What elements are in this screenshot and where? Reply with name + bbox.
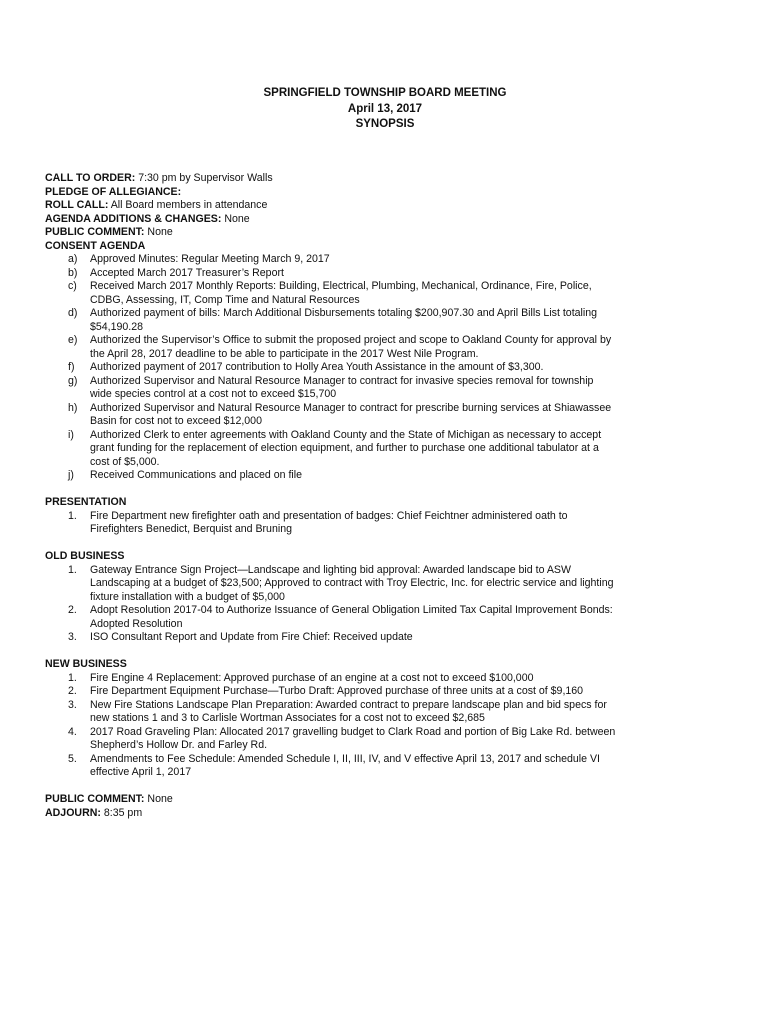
list-item-marker: 3. [68, 698, 77, 711]
list-item-line: Adopted Resolution [90, 617, 183, 630]
list-item-text [90, 361, 725, 375]
roll-call [45, 199, 725, 213]
list-item-marker: i) [68, 428, 74, 441]
list-item-line: effective April 1, 2017 [90, 766, 192, 778]
list-item-text [90, 564, 725, 605]
list-item-line: Authorized Clerk to enter agreements with Oakland County and the State of Michigan as necessary to accept [90, 428, 602, 441]
list-item-marker: e) [68, 334, 78, 346]
list-item-line: grant funding for the replacement of election equipment, and further to purchase one additional tabulator at a [90, 442, 599, 454]
list-item-text [90, 402, 725, 429]
adjourn-label: ADJOURN: [45, 806, 101, 819]
roll-call-label: ROLL CALL: [45, 199, 109, 211]
list-item-text [90, 375, 725, 402]
list-item-line: Approved Minutes: Regular Meeting March 9, 2017 [90, 253, 330, 265]
list-item-marker: 1. [68, 563, 77, 576]
public-comment-2-value: None [147, 793, 173, 805]
list-item [45, 334, 725, 361]
list-item [45, 375, 725, 402]
list-item-line: Accepted March 2017 Treasurer’s Report [90, 266, 284, 279]
list-item-line: new stations 1 and 3 to Carlisle Wortman Associates for a cost not to exceed $2,685 [90, 712, 485, 724]
agenda-changes-value: None [224, 212, 250, 225]
list-item-text [90, 267, 725, 281]
list-item-line: Fire Department Equipment Purchase—Turbo Draft: Approved purchase of three units at a cost of $9,160 [90, 685, 584, 697]
list-item-line: ISO Consultant Report and Update from Fire Chief: Received update [90, 631, 413, 643]
list-item [45, 564, 725, 605]
presentation-list [45, 510, 725, 537]
list-item-marker: g) [68, 374, 78, 387]
list-item-line: Fire Engine 4 Replacement: Approved purchase of an engine at a cost not to exceed $100,000 [90, 671, 534, 684]
list-item [45, 361, 725, 375]
public-comment-2-label: PUBLIC COMMENT: [45, 793, 145, 805]
list-item-line: Basin for cost not to exceed $12,000 [90, 415, 262, 427]
list-item-text [90, 469, 725, 483]
list-item-marker: c) [68, 280, 77, 292]
list-item-line: Authorized Supervisor and Natural Resource Manager to contract for invasive species removal for township [90, 374, 594, 387]
list-item-marker: 3. [68, 631, 77, 643]
list-item [45, 280, 725, 307]
list-item-line: the April 28, 2017 deadline to be able to participate in the 2017 West Nile Program. [90, 347, 479, 360]
list-item-text [90, 631, 725, 645]
list-item [45, 685, 725, 699]
call-to-order-value: 7:30 pm by Supervisor Walls [138, 172, 273, 184]
list-item [45, 253, 725, 267]
adjourn-value: 8:35 pm [103, 806, 143, 819]
adjourn [45, 807, 725, 821]
list-item-text [90, 685, 725, 699]
presentation-heading: PRESENTATION [45, 496, 127, 508]
list-item-text [90, 253, 725, 267]
list-item-line: wide species control at a cost not to exceed $15,700 [90, 388, 337, 400]
list-item-text [90, 604, 725, 631]
list-item-line: cost of $5,000. [90, 455, 160, 468]
list-item-line: 2017 Road Graveling Plan: Allocated 2017 gravelling budget to Clark Road and portion of Big Lake Rd. between [90, 725, 616, 738]
list-item-text [90, 334, 725, 361]
list-item-line: $54,190.28 [90, 320, 144, 333]
list-item-line: Shepherd’s Hollow Dr. and Farley Rd. [90, 739, 268, 751]
list-item-marker: a) [68, 253, 78, 265]
list-item-text [90, 672, 725, 686]
list-item-text [90, 280, 725, 307]
pledge-label: PLEDGE OF ALLEGIANCE: [45, 185, 182, 198]
agenda-changes-label: AGENDA ADDITIONS & CHANGES: [45, 212, 222, 225]
public-comment-1-value: None [147, 226, 173, 238]
list-item-text [90, 726, 725, 753]
old-business-list [45, 564, 725, 645]
list-item-line: Fire Department new firefighter oath and presentation of badges: Chief Feichtner administered oath to [90, 509, 568, 522]
pledge [45, 186, 725, 200]
list-item [45, 402, 725, 429]
list-item [45, 604, 725, 631]
list-item-marker: f) [68, 361, 75, 373]
new-business-list [45, 672, 725, 780]
title-line-1: SPRINGFIELD TOWNSHIP BOARD MEETING [263, 87, 507, 99]
list-item-line: Received March 2017 Monthly Reports: Building, Electrical, Plumbing, Mechanical, Ordinance, Fire, Police, [90, 280, 592, 292]
call-to-order-label: CALL TO ORDER: [45, 172, 136, 184]
list-item-line: Firefighters Benedict, Berquist and Bruning [90, 523, 292, 535]
list-item-text [90, 307, 725, 334]
list-item [45, 267, 725, 281]
list-item-text [90, 510, 725, 537]
list-item-line: Amendments to Fee Schedule: Amended Schedule I, II, III, IV, and V effective April 13, 2017 and schedule VI [90, 752, 601, 765]
list-item [45, 510, 725, 537]
list-item-line: Gateway Entrance Sign Project—Landscape and lighting bid approval: Awarded landscape bid to ASW [90, 563, 571, 576]
list-item-marker: 2. [68, 604, 77, 616]
public-comment-1 [45, 226, 725, 240]
list-item [45, 429, 725, 470]
list-item-line: Authorized payment of bills: March Additional Disbursements totaling $200,907.30 and April Bills List totaling [90, 307, 598, 319]
list-item-line: fixture installation with a budget of $5,000 [90, 590, 285, 603]
list-item-marker: d) [68, 307, 78, 319]
list-item-line: Adopt Resolution 2017-04 to Authorize Issuance of General Obligation Limited Tax Capital Improvement Bonds: [90, 604, 613, 616]
list-item-text [90, 429, 725, 470]
list-item-line: CDBG, Assessing, IT, Comp Time and Natural Resources [90, 293, 360, 306]
list-item [45, 753, 725, 780]
list-item-marker: b) [68, 266, 78, 279]
list-item-marker: h) [68, 401, 78, 414]
list-item-marker: 1. [68, 509, 77, 522]
list-item-text [90, 699, 725, 726]
title-line-3: SYNOPSIS [355, 118, 415, 130]
list-item [45, 672, 725, 686]
agenda-changes [45, 213, 725, 227]
list-item [45, 699, 725, 726]
document-body [45, 172, 725, 820]
list-item-line: Authorized payment of 2017 contribution to Holly Area Youth Assistance in the amount of $3,300. [90, 361, 544, 373]
list-item-marker: j) [68, 469, 74, 481]
list-item-line: New Fire Stations Landscape Plan Preparation: Awarded contract to prepare landscape plan and bid specs for [90, 698, 607, 711]
consent-agenda-heading: CONSENT AGENDA [45, 239, 146, 252]
roll-call-value: All Board members in attendance [110, 199, 268, 211]
title-line-2: April 13, 2017 [347, 102, 423, 115]
list-item-marker: 5. [68, 752, 77, 765]
new-business-heading: NEW BUSINESS [45, 658, 127, 670]
list-item [45, 631, 725, 645]
call-to-order [45, 172, 725, 186]
list-item-line: Authorized the Supervisor’s Office to submit the proposed project and scope to Oakland County for approval by [90, 334, 612, 346]
consent-agenda-list [45, 253, 725, 483]
list-item-marker: 2. [68, 685, 77, 697]
public-comment-1-label: PUBLIC COMMENT: [45, 226, 145, 238]
list-item-marker: 4. [68, 725, 77, 738]
list-item [45, 469, 725, 483]
list-item-line: Authorized Supervisor and Natural Resource Manager to contract for prescribe burning services at Shiawassee [90, 401, 612, 414]
document-title [0, 86, 770, 133]
old-business-heading: OLD BUSINESS [45, 550, 125, 562]
list-item-text [90, 753, 725, 780]
public-comment-2 [45, 793, 725, 807]
list-item-line: Landscaping at a budget of $23,500; Approved to contract with Troy Electric, Inc. for electric service and lighting [90, 577, 614, 589]
list-item [45, 307, 725, 334]
list-item-marker: 1. [68, 671, 77, 684]
list-item-line: Received Communications and placed on file [90, 469, 302, 481]
list-item [45, 726, 725, 753]
